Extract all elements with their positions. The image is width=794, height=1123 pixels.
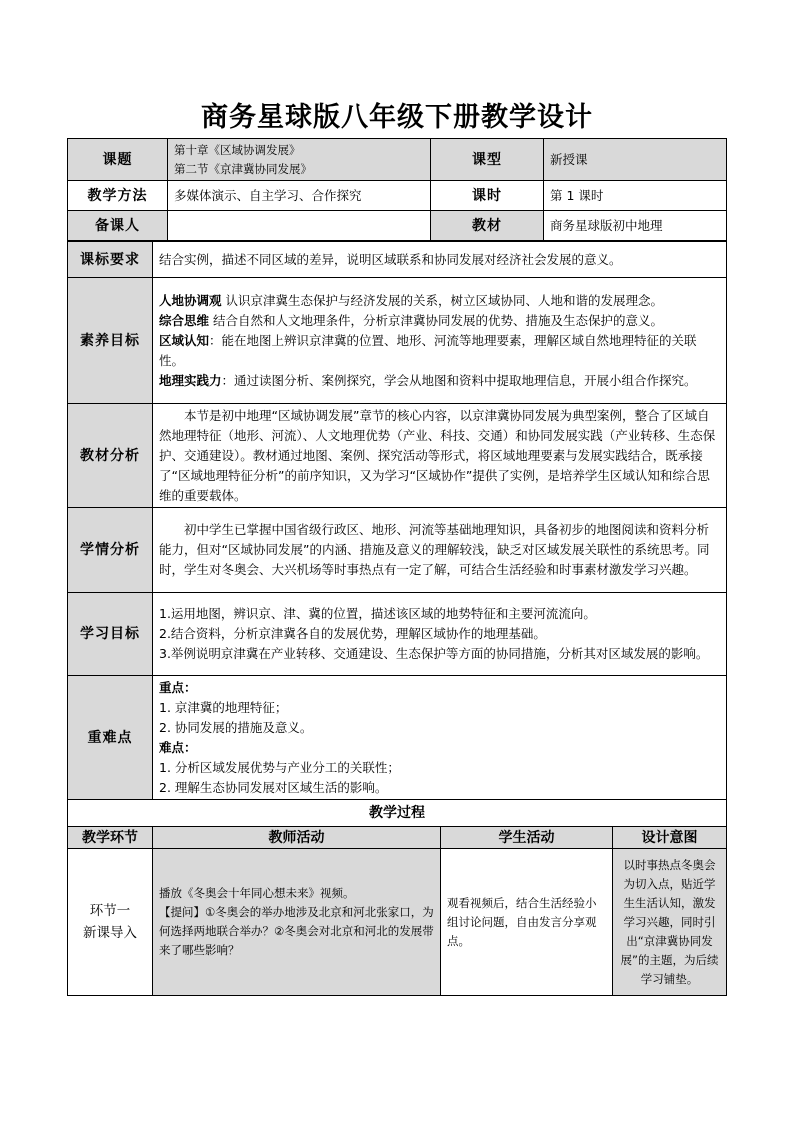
period-value: 第 1 课时 xyxy=(544,181,727,211)
literacy-label: 素养目标 xyxy=(68,278,153,404)
literacy-content xyxy=(153,278,727,404)
literacy-text: ：通过读图分析、案例探究，学会从地图和资料中提取地理信息，开展小组合作探究。 xyxy=(221,372,697,388)
literacy-text: 结合自然和人文地理条件，分析京津冀协同发展的优势、措施及生态保护的意义。 xyxy=(209,312,663,328)
topic-value xyxy=(168,139,431,181)
process-table xyxy=(67,799,727,996)
curriculum-label: 课标要求 xyxy=(68,242,153,278)
stage-cell xyxy=(68,849,153,996)
header-teacher: 教师活动 xyxy=(153,827,441,849)
info-table xyxy=(67,138,727,241)
teacher-cell xyxy=(153,849,441,996)
literacy-text: ：能在地图上辨识京津冀的位置、地形、河流等地理要素，理解区域自然地理特征的关联性。 xyxy=(159,332,697,368)
key-head: 重点： xyxy=(159,679,197,695)
teacher-line: 播放《冬奥会十年同心想未来》视频。 xyxy=(159,886,355,900)
difficulty-item: 2. 理解生态协同发展对区域生活的影响。 xyxy=(159,779,388,795)
material-label: 教材分析 xyxy=(68,404,153,508)
preparer-value xyxy=(168,211,431,241)
literacy-item xyxy=(159,291,720,311)
difficulty-item: 1. 分析区域发展优势与产业分工的关联性； xyxy=(159,759,400,775)
header-student: 学生活动 xyxy=(441,827,613,849)
literacy-item xyxy=(159,331,720,371)
header-intent: 设计意图 xyxy=(613,827,727,849)
literacy-item xyxy=(159,311,720,331)
keypoints-label: 重难点 xyxy=(68,676,153,800)
key-item: 1. 京津冀的地理特征； xyxy=(159,699,288,715)
stage-line: 新课导入 xyxy=(83,925,137,941)
textbook-value: 商务星球版初中地理 xyxy=(544,211,727,241)
key-item: 2. 协同发展的措施及意义。 xyxy=(159,719,313,735)
type-label: 课型 xyxy=(431,139,544,181)
keypoints-content xyxy=(153,676,727,800)
header-stage: 教学环节 xyxy=(68,827,153,849)
objective-item: 1.运用地图，辨识京、津、冀的位置，描述该区域的地势特征和主要河流流向。 xyxy=(159,606,596,621)
literacy-head: 地理实践力 xyxy=(159,372,222,388)
objectives-label: 学习目标 xyxy=(68,593,153,676)
page-title: 商务星球版八年级下册教学设计 xyxy=(201,102,593,133)
period-label: 课时 xyxy=(431,181,544,211)
process-title: 教学过程 xyxy=(68,800,727,827)
objectives-content xyxy=(153,593,727,676)
literacy-head: 人地协调观 xyxy=(159,292,222,308)
material-text: 本节是初中地理“区域协调发展”章节的核心内容，以京津冀协同发展为典型案例，整合了区域自然地理特征（地形、河流）、人文地理优势（产业、科技、交通）和协同发展实践（产业转移、生态保护、交通建设）。教材通过地图、案例、探究活动等形式，将区域地理要素与发展实践结合，既承接了“区域地理特征分析”的前序知识，又为学习“区域协作”提供了实例，是培养学生区域认知和综合思维的重要载体。 xyxy=(153,404,727,508)
method-label: 教学方法 xyxy=(68,181,168,211)
difficulty-head: 难点： xyxy=(159,739,197,755)
literacy-head: 区域认知 xyxy=(159,332,210,348)
topic-label: 课题 xyxy=(68,139,168,181)
topic-line-1: 第十章《区域协调发展》 xyxy=(174,142,301,157)
method-value: 多媒体演示、自主学习、合作探究 xyxy=(168,181,431,211)
teacher-line: 【提问】①冬奥会的举办地涉及北京和河北张家口，为何选择两地联合举办？②冬奥会对北京和河北的发展带来了哪些影响？ xyxy=(159,905,434,957)
literacy-text: 认识京津冀生态保护与经济发展的关系，树立区域协同、人地和谐的发展理念。 xyxy=(221,292,663,308)
student-cell: 观看视频后，结合生活经验小组讨论问题，自由发言分享观点。 xyxy=(441,849,613,996)
stage-line: 环节一 xyxy=(89,903,131,919)
objective-item: 2.结合资料，分析京津冀各自的发展优势，理解区域协作的地理基础。 xyxy=(159,626,546,641)
literacy-head: 综合思维 xyxy=(159,312,210,328)
preparer-label: 备课人 xyxy=(68,211,168,241)
table-row xyxy=(68,849,727,996)
literacy-item xyxy=(159,371,720,391)
objective-item: 3.举例说明京津冀在产业转移、交通建设、生态保护等方面的协同措施，分析其对区域发展的影响。 xyxy=(159,646,709,661)
curriculum-text: 结合实例，描述不同区域的差异，说明区域联系和协同发展对经济社会发展的意义。 xyxy=(153,242,727,278)
learner-label: 学情分析 xyxy=(68,508,153,593)
intent-cell: 以时事热点冬奥会为切入点，贴近学生生活认知，激发学习兴趣，同时引出“京津冀协同发展”的主题，为后续学习铺垫。 xyxy=(613,849,727,996)
topic-line-2: 第二节《京津冀协同发展》 xyxy=(174,161,312,176)
design-table xyxy=(67,241,727,800)
learner-text: 初中学生已掌握中国省级行政区、地形、河流等基础地理知识，具备初步的地图阅读和资料分析能力，但对“区域协同发展”的内涵、措施及意义的理解较浅，缺乏对区域发展关联性的系统思考。同时，学生对冬奥会、大兴机场等时事热点有一定了解，可结合生活经验和时事素材激发学习兴趣。 xyxy=(153,508,727,593)
type-value: 新授课 xyxy=(544,139,727,181)
textbook-label: 教材 xyxy=(431,211,544,241)
